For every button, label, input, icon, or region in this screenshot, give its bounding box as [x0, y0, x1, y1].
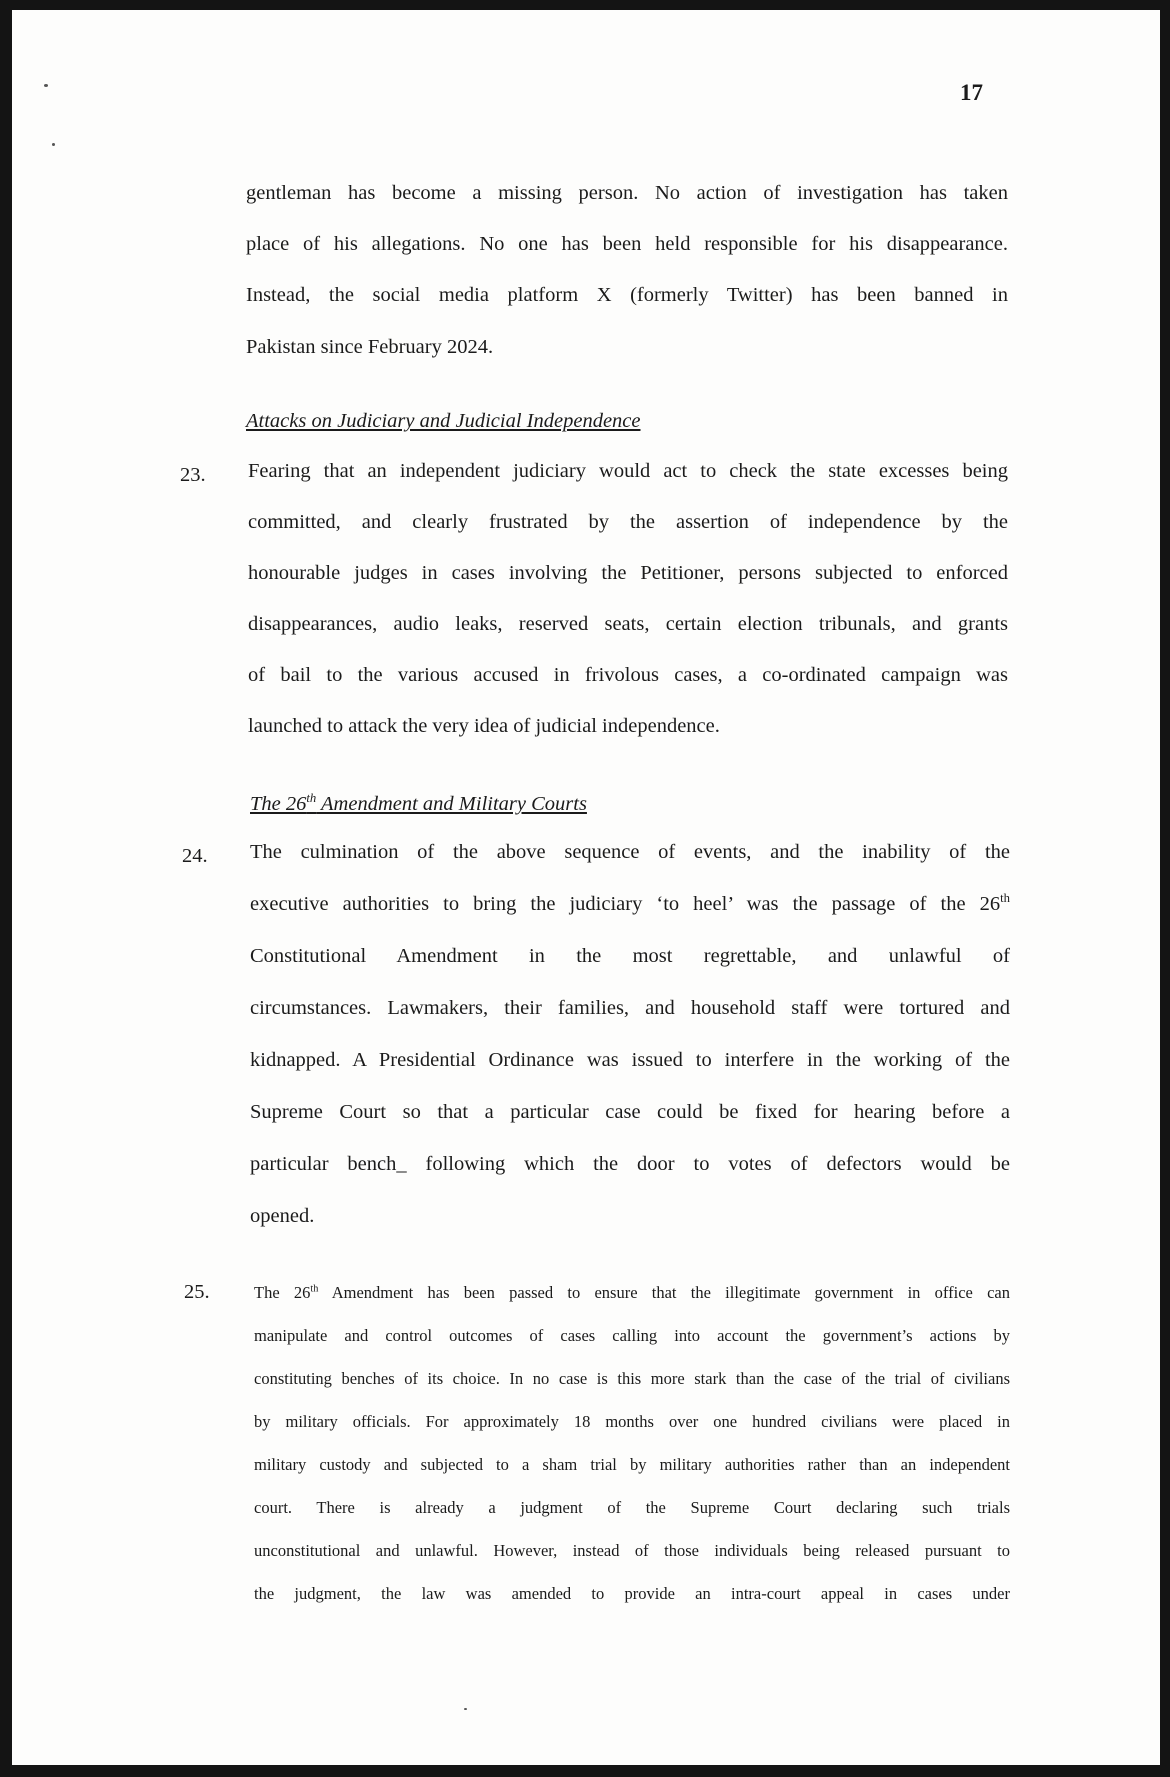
paragraph-line: unconstitutional and unlawful. However, instead of those individuals being released pursuant to: [254, 1541, 1010, 1560]
page-number: 17: [960, 80, 983, 105]
paragraph-line: by military officials. For approximately 18 months over one hundred civilians were placed in: [254, 1412, 1010, 1431]
paragraph-line: [254, 1281, 1010, 1305]
section-heading: [250, 792, 587, 816]
paragraph-line: honourable judges in cases involving the Petitioner, persons subjected to enforced: [248, 562, 1008, 584]
paragraph-line: the judgment, the law was amended to provide an intra-court appeal in cases under: [254, 1584, 1010, 1603]
heading-text: The 26: [250, 793, 307, 815]
document-page: [12, 10, 1160, 1765]
superscript: th: [310, 1283, 319, 1295]
paragraph-line: particular bench_ following which the door to votes of defectors would be: [250, 1153, 1010, 1175]
paragraph-number: 24.: [182, 845, 208, 867]
intro-line: place of his allegations. No one has been held responsible for his disappearance.: [246, 233, 1008, 255]
paragraph-number: 25.: [184, 1281, 210, 1303]
scan-speck: [44, 84, 48, 87]
paragraph-line: opened.: [250, 1205, 315, 1227]
scan-speck: [52, 143, 55, 146]
paragraph-line: constituting benches of its choice. In no case is this more stark than the case of the trial of civilians: [254, 1369, 1010, 1388]
paragraph-line: of bail to the various accused in frivolous cases, a co-ordinated campaign was: [248, 664, 1008, 686]
heading-superscript: th: [306, 791, 317, 806]
paragraph-line: [250, 892, 1010, 916]
line-text: executive authorities to bring the judiciary ‘to heel’ was the passage of the 26: [250, 893, 1001, 915]
scan-speck: [464, 1708, 467, 1710]
paragraph-line: Fearing that an independent judiciary would act to check the state excesses being: [248, 460, 1008, 482]
paragraph-line: launched to attack the very idea of judicial independence.: [248, 715, 720, 737]
paragraph-line: military custody and subjected to a sham trial by military authorities rather than an independent: [254, 1455, 1010, 1474]
paragraph-line: manipulate and control outcomes of cases calling into account the government’s actions by: [254, 1326, 1010, 1345]
paragraph-number: 23.: [180, 464, 206, 486]
paragraph-line: The culmination of the above sequence of events, and the inability of the: [250, 841, 1010, 863]
paragraph-line: committed, and clearly frustrated by the assertion of independence by the: [248, 511, 1008, 533]
paragraph-line: Constitutional Amendment in the most regrettable, and unlawful of: [250, 945, 1010, 967]
intro-line: gentleman has become a missing person. No action of investigation has taken: [246, 182, 1008, 204]
section-heading: Attacks on Judiciary and Judicial Independence: [246, 410, 641, 432]
paragraph-line: court. There is already a judgment of the Supreme Court declaring such trials: [254, 1498, 1010, 1517]
heading-text: Amendment and Military Courts: [316, 793, 587, 815]
paragraph-line: disappearances, audio leaks, reserved seats, certain election tribunals, and grants: [248, 613, 1008, 635]
line-text: The 26: [254, 1283, 311, 1302]
intro-line: Pakistan since February 2024.: [246, 336, 494, 358]
intro-line: Instead, the social media platform X (formerly Twitter) has been banned in: [246, 284, 1008, 306]
paragraph-line: kidnapped. A Presidential Ordinance was issued to interfere in the working of the: [250, 1049, 1010, 1071]
superscript: th: [1000, 891, 1010, 906]
paragraph-line: Supreme Court so that a particular case could be fixed for hearing before a: [250, 1101, 1010, 1123]
line-text: Amendment has been passed to ensure that the illegitimate government in office can: [318, 1283, 1010, 1302]
paragraph-line: circumstances. Lawmakers, their families, and household staff were tortured and: [250, 997, 1010, 1019]
